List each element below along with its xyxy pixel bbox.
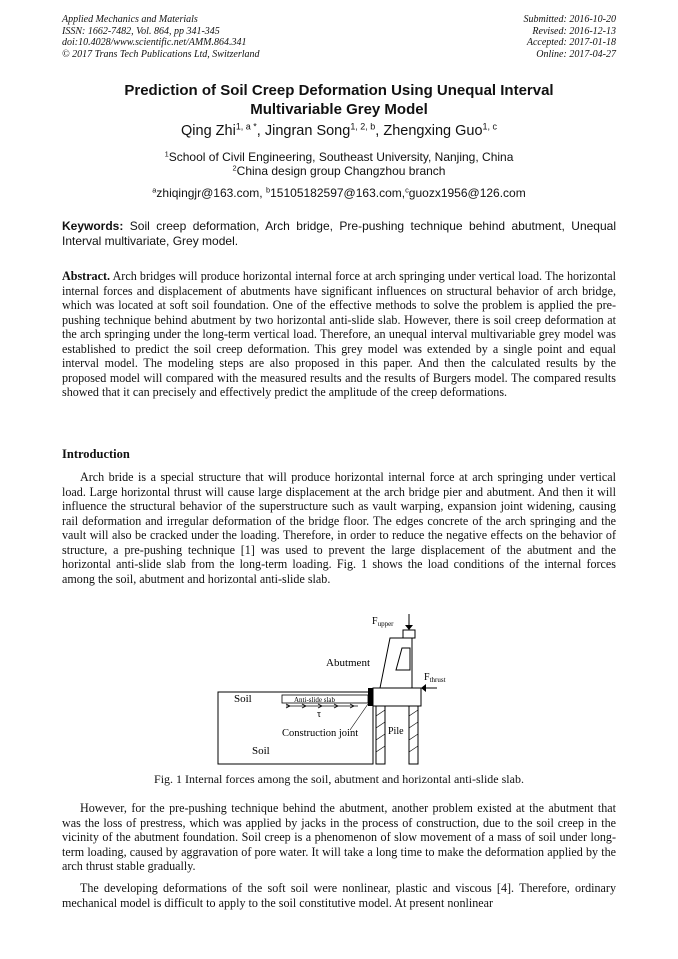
label-soil-bottom: Soil (252, 745, 270, 757)
label-pile: Pile (388, 726, 404, 737)
affiliation-text: China design group Changzhou branch (236, 164, 446, 178)
email-address: 15105182597@163.com, (270, 186, 406, 200)
date-submitted: Submitted: 2016-10-20 (523, 14, 616, 25)
label-soil-top: Soil (234, 693, 252, 705)
author-name: Zhengxing Guo (383, 123, 483, 139)
keywords-text: Soil creep deformation, Arch bridge, Pre-pushing technique behind abutment, Unequal Interval multivariate, Grey model. (62, 219, 616, 248)
paper-title (62, 81, 616, 119)
journal-issn: ISSN: 1662-7482, Vol. 864, pp 341-345 (62, 25, 220, 37)
label-anti-slide-slab: Anti-slide slab (294, 696, 336, 704)
affiliation-mark: 2 (232, 163, 237, 173)
affiliation-mark: 1 (164, 149, 169, 159)
construction-joint-leader (350, 704, 368, 730)
upper-force-arrowhead (405, 625, 413, 630)
paper-title-line-2: Multivariable Grey Model (250, 101, 428, 118)
keywords-label: Keywords: (62, 219, 124, 233)
author-affiliation-mark: 1, 2, b (350, 121, 376, 132)
journal-doi: doi:10.4028/www.scientific.net/AMM.864.341 (62, 37, 247, 48)
abutment-base (373, 688, 421, 706)
email-mark: b (265, 185, 271, 195)
journal-copyright: © 2017 Trans Tech Publications Ltd, Switzerland (62, 48, 260, 60)
date-accepted: Accepted: 2017-01-18 (526, 37, 616, 48)
thrust-force-arrowhead (421, 684, 426, 692)
author-emails (62, 186, 616, 200)
author-name: Jingran Song (264, 123, 351, 139)
author-list: Qing Zhi$^{1, a *}$, Jingran Song$^{1, 2, b}$, Zhengxing Guo$^{1, c}$ (181, 121, 497, 139)
label-f-upper: $F_{upper}$ (372, 616, 394, 628)
journal-header-right (524, 14, 617, 60)
keywords (62, 219, 616, 249)
email-mark: c (405, 185, 409, 195)
affiliation-1 (62, 150, 616, 164)
journal-header-left (62, 14, 260, 60)
date-revised: Revised: 2016-12-13 (532, 25, 616, 37)
email-address: guozx1956@126.com (408, 186, 526, 200)
introduction-paragraph-2: However, for the pre-pushing technique behind the abutment, another problem existed at the abutment that was the loss of prestress, which was applied by jacks in the process of construction, due to the soil creep in the vicinity of the abutment foundation. Soil creep is a phenomenon of slow movement of a mass of soil under long-term loading, caused by aggravation of pore water. It will take a long time to make the deformation applied by the arch thrust stable gradually. (62, 801, 616, 873)
label-abutment: Abutment (326, 657, 370, 669)
figure-1-caption: Fig. 1 Internal forces among the soil, abutment and horizontal anti-slide slab. (154, 772, 524, 786)
author-name: Qing Zhi (181, 123, 236, 139)
affiliation-2 (62, 164, 616, 178)
abstract-text: Arch bridges will produce horizontal internal force at arch springing under vertical load. The horizontal internal forces and displacement of abutments have significant influences on structural behavior of arch bridge, which was located at soft soil foundation. One of the effective methods to solve the problem is applied the pre-pushing technique behind abutment by two horizontal anti-slide slab. However, there is soil creep deformation at the arch springing under the long-term vertical load. Therefore, an unequal interval multivariable grey model was established to predict the soil creep deformation. This grey model was extended by a single point and equal interval model. The modeling steps are also proposed in this paper. And then the calculated results by the proposed model will compared with the measured results and the results of Burgers model. The compared results showed that it can precisely and effectively predict the amplitude of the creep deformations. (62, 269, 617, 399)
label-construction-joint: Construction joint (282, 728, 359, 739)
introduction-paragraph-1: Arch bride is a special structure that will produce horizontal internal force at arch springing under vertical load. Large horizontal thrust will cause large displacement at the arch bridge pier and abutment. And then it will influence the structural behavior of the superstructure such as vault warping, expansion joint widening, causing rail deformation and irregular deformation of the bridge floor. The edges concrete of the arch springing and the vault will also be cracked under the loading. Therefore, in order to reduce the negative effects on the behavior of structure, a pre-pushing technique [1] was used to prevent the large displacement of the abutment and the horizontal anti-slide slab from the long-term loading. Fig. 1 shows the load conditions of the internal forces among the soil, abutment and horizontal anti-slide slab. (62, 470, 616, 586)
author-affiliation-mark: 1, c (482, 121, 497, 132)
abstract (62, 269, 616, 400)
abutment-cap (403, 630, 415, 638)
author-affiliation-mark: 1, a * (235, 121, 257, 132)
email-address: zhiqingjr@163.com, (156, 186, 266, 200)
construction-joint-mark (368, 688, 373, 706)
section-heading-introduction: Introduction (62, 447, 130, 461)
date-online: Online: 2017-04-27 (536, 48, 616, 60)
journal-name: Applied Mechanics and Materials (62, 14, 198, 25)
abutment-arch-springing (396, 648, 410, 670)
shear-stress-arrows (286, 704, 358, 708)
paper-title-line-1: Prediction of Soil Creep Deformation Using Unequal Interval (124, 82, 554, 99)
abutment-body (380, 638, 412, 688)
figure-abutment-forces (200, 612, 446, 772)
label-tau: τ (317, 709, 322, 720)
introduction-paragraph-3: The developing deformations of the soft soil were nonlinear, plastic and viscous [4]. Therefore, ordinary mechanical model is difficult to apply to the soil constitutive model. At present nonlinear (62, 881, 616, 910)
label-f-thrust: $F_{thrust}$ (424, 672, 446, 684)
affiliation-text: School of Civil Engineering, Southeast University, Nanjing, China (168, 150, 514, 164)
email-mark: a (152, 185, 157, 195)
abstract-label: Abstract. (62, 269, 111, 283)
